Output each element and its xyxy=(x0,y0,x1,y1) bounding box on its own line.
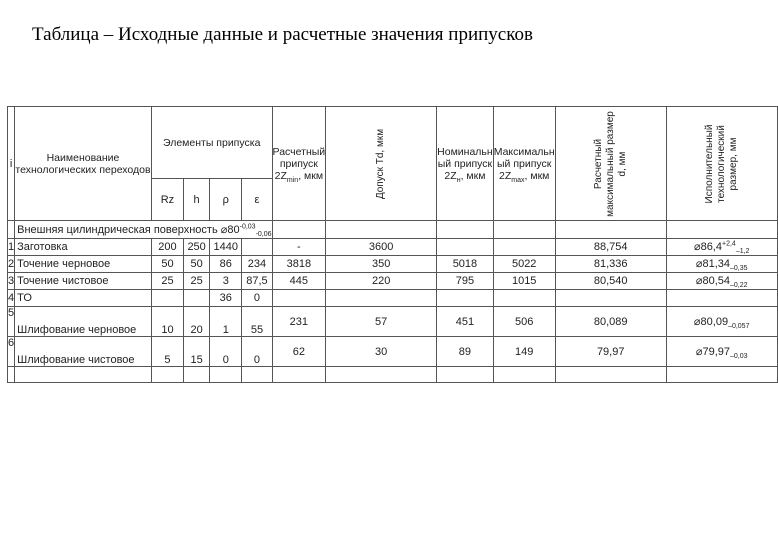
header-eps: ε xyxy=(242,179,272,221)
header-calc-allowance: Расчетный припуск $2Z_{min}$, мкм xyxy=(272,107,326,221)
table-row-empty xyxy=(8,367,778,383)
header-rho: ρ xyxy=(210,179,242,221)
header-maximal: Максимальн ый припуск $2Z_{max}$, мкм xyxy=(493,107,555,221)
table-row: 1 Заготовка 200 250 1440 - 3600 88,754 $⌀86,4^{+2,4}_{-1,2}$ xyxy=(8,239,778,256)
table-row: 5 Шлифование черновое 10 20 1 55 231 57 451 506 80,089 $⌀80,09_{-0,057}$ xyxy=(8,307,778,337)
exec-size-cell: $⌀79,97_{-0,03}$ xyxy=(666,337,777,367)
allowance-table xyxy=(7,106,778,383)
header-exec-size: Исполнительный технологический размер, мм xyxy=(666,107,777,221)
header-i: i xyxy=(8,107,15,221)
table-row: 4 ТО 36 0 xyxy=(8,290,778,307)
header-rz: Rz xyxy=(151,179,183,221)
header-h: h xyxy=(184,179,210,221)
header-calc-size: Расчетный максимальный размер d, мм xyxy=(555,107,666,221)
table-row: 3 Точение чистовое 25 25 3 87,5 445 220 795 1015 80,540 $⌀80,54_{-0,22}$ xyxy=(8,273,778,290)
table-row: 6 Шлифование чистовое 5 15 0 0 62 30 89 149 79,97 $⌀79,97_{-0,03}$ xyxy=(8,337,778,367)
section-label: Внешняя цилиндрическая поверхность $⌀80^{-0,03}_{-0,06}$ xyxy=(15,221,272,239)
table-row: 2 Точение черновое 50 50 86 234 3818 350 5018 5022 81,336 $⌀81,34_{-0,35}$ xyxy=(8,256,778,273)
header-tolerance: Допуск Td, мкм xyxy=(326,107,437,221)
header-elements: Элементы припуска xyxy=(151,107,272,179)
exec-size-cell: $⌀80,09_{-0,057}$ xyxy=(666,307,777,337)
exec-size-cell: $⌀80,54_{-0,22}$ xyxy=(666,273,777,290)
exec-size-cell: $⌀81,34_{-0,35}$ xyxy=(666,256,777,273)
page-title: Таблица – Исходные данные и расчетные значения припусков xyxy=(32,24,533,45)
header-name: Наименование технологических переходов xyxy=(15,107,152,221)
header-nominal: Номинальн ый припуск $2Z_н$, мкм xyxy=(437,107,494,221)
exec-size-cell: $⌀86,4^{+2,4}_{-1,2}$ xyxy=(666,239,777,256)
